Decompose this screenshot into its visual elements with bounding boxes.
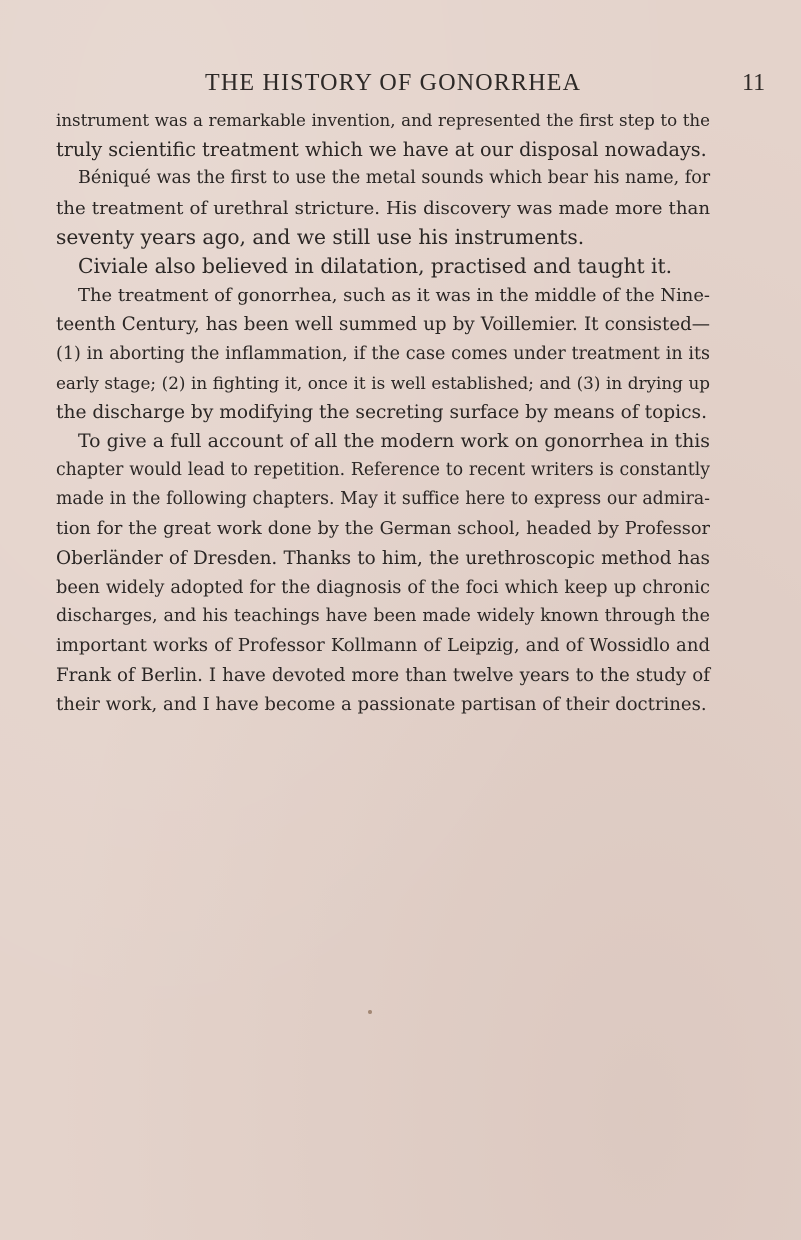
text-line: early stage; (2) in fighting it, once it is well established; and (3) in drying up: [56, 372, 710, 393]
text-line: the discharge by modifying the secreting surface by means of topics.: [56, 401, 707, 423]
text-line: made in the following chapters. May it suffice here to express our admira-: [56, 489, 710, 510]
text-line: been widely adopted for the diagnosis of the foci which keep up chronic: [56, 577, 710, 598]
text-line: important works of Professor Kollmann of Leipzig, and of Wossidlo and: [56, 635, 710, 657]
text-line: Oberländer of Dresden. Thanks to him, the urethroscopic method has: [56, 547, 710, 569]
running-head: [0, 70, 801, 100]
text-line: (1) in aborting the inflammation, if the case comes under treatment in its: [56, 343, 710, 364]
text-line: Béniqué was the first to use the metal sounds which bear his name, for: [78, 168, 711, 189]
text-line: discharges, and his teachings have been made widely known through the: [56, 606, 710, 627]
text-line: Civiale also believed in dilatation, practised and taught it.: [78, 253, 673, 278]
paper-speck: [368, 1010, 372, 1014]
text-line: truly scientific treatment which we have at our disposal nowadays.: [56, 138, 707, 162]
text-line: the treatment of urethral stricture. His discovery was made more than: [56, 197, 710, 219]
text-line: teenth Century, has been well summed up by Voillemier. It consisted—: [56, 314, 710, 336]
page-number: 11: [742, 70, 766, 96]
body-text: [56, 106, 710, 719]
text-line: tion for the great work done by the German school, headed by Professor: [56, 518, 710, 539]
text-line: The treatment of gonorrhea, such as it was in the middle of the Nine-: [78, 285, 710, 307]
text-line: chapter would lead to repetition. Reference to recent writers is constantly: [56, 460, 710, 481]
text-line: instrument was a remarkable invention, and represented the first step to the: [56, 111, 710, 130]
text-line: seventy years ago, and we still use his instruments.: [56, 224, 585, 249]
text-line: their work, and I have become a passionate partisan of their doctrines.: [56, 693, 707, 715]
running-title: THE HISTORY OF GONORRHEA: [205, 70, 582, 96]
text-line: Frank of Berlin. I have devoted more than twelve years to the study of: [56, 664, 710, 686]
text-line: To give a full account of all the modern work on gonorrhea in this: [78, 430, 710, 453]
